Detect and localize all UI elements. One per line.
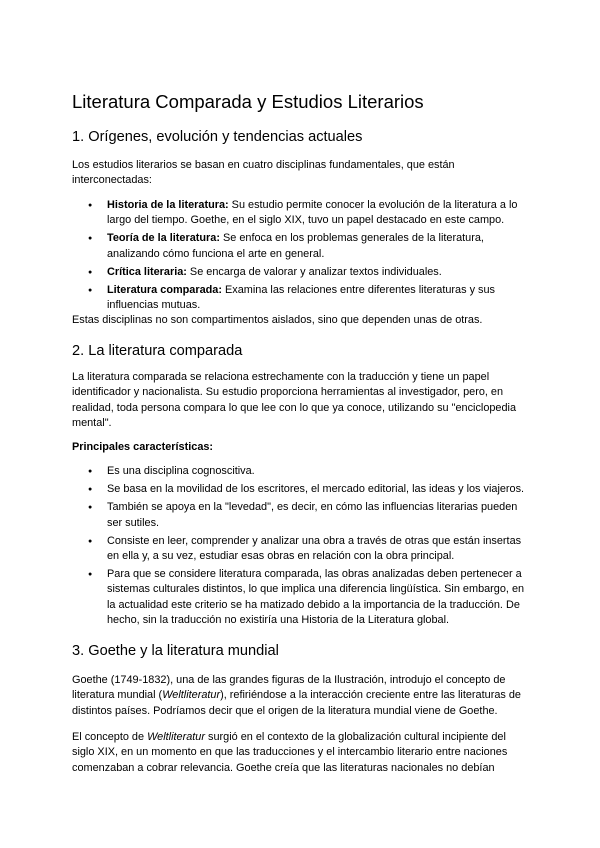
- section-2-list: [72, 464, 528, 631]
- section-1-intro: Los estudios literarios se basan en cuatro disciplinas fundamentales, que están interconectadas:: [72, 159, 455, 187]
- section-1-list: [72, 198, 528, 316]
- list-item: ● Es una disciplina cognoscitiva.: [72, 464, 528, 479]
- list-item-text: Examina las relaciones entre diferentes literaturas y sus influencias mutuas.: [107, 284, 495, 312]
- section-2-subheading: Principales características:: [72, 441, 214, 453]
- list-item-term: Historia de la literatura:: [107, 199, 229, 211]
- list-item-term: Crítica literaria:: [107, 265, 187, 278]
- section-3-paragraph-2: El concepto de Weltliteratur surgió en el contexto de la globalización cultural incipiente del siglo XIX, en un momento en que las traducciones y el intercambio literario entre naciones comenzaban a cobrar relevancia. Goethe creía que las literaturas nacionales no debían: [72, 731, 508, 774]
- document-title: Literatura Comparada y Estudios Literarios: [72, 91, 424, 112]
- list-item: [72, 198, 528, 228]
- section-1-outro: Estas disciplinas no son compartimentos aislados, sino que dependen unas de otras.: [72, 314, 483, 326]
- list-item: ● También se apoya en la "levedad", es decir, en cómo las influencias literarias pueden ser sutiles.: [72, 500, 528, 530]
- list-item-text: Su estudio permite conocer la evolución de la literatura a lo largo del tiempo. Goethe, en el siglo XIX, tuvo un papel destacado en este campo.: [107, 199, 518, 227]
- section-2-heading: 2. La literatura comparada: [72, 343, 243, 359]
- section-3-paragraph-1: Goethe (1749-1832), una de las grandes figuras de la Ilustración, introdujo el concepto de literatura mundial (Weltliteratur), refiriéndose a la interacción creciente entre las literaturas de distintos países. Podríamos decir que el origen de la literatura mundial viene de Goethe.: [72, 674, 521, 717]
- list-item-text: Se enfoca en los problemas generales de la literatura, analizando cómo funciona el arte en general.: [107, 232, 484, 260]
- list-item: [72, 231, 528, 261]
- section-3-heading: 3. Goethe y la literatura mundial: [72, 643, 279, 659]
- weltliteratur-term: Weltliteratur: [162, 689, 221, 702]
- list-item-text: Se encarga de valorar y analizar textos individuales.: [186, 265, 442, 278]
- list-item: ● Consiste en leer, comprender y analizar una obra a través de otras que están insertas en ella y, a su vez, estudiar esas obras en relación con la obra principal.: [72, 534, 528, 564]
- weltliteratur-term: Weltliteratur: [147, 731, 205, 743]
- list-item-term: Literatura comparada:: [107, 284, 222, 297]
- section-2-intro: La literatura comparada se relaciona estrechamente con la traducción y tiene un papel identificador y nacionalista. Su estudio proporciona herramientas al investigador, pero, en realidad, toda persona compara lo que lee con lo que ya conoce, utilizando su "enciclopedia mental".: [72, 371, 517, 430]
- section-1-heading: 1. Orígenes, evolución y tendencias actuales: [72, 129, 363, 145]
- list-item: [72, 265, 528, 280]
- list-item-term: Teoría de la literatura:: [107, 232, 220, 245]
- list-item: ● Se basa en la movilidad de los escritores, el mercado editorial, las ideas y los viajeros.: [72, 482, 528, 497]
- list-item: [72, 283, 528, 313]
- list-item: ● Para que se considere literatura comparada, las obras analizadas deben pertenecer a sistemas culturales distintos, lo que implica una diferencia lingüística. Sin embargo, en la actualidad este criterio se ha matizado debido a la importancia de la traducción. De hecho, sin la traducción no existiría una Historia de la Literatura global.: [72, 567, 528, 628]
